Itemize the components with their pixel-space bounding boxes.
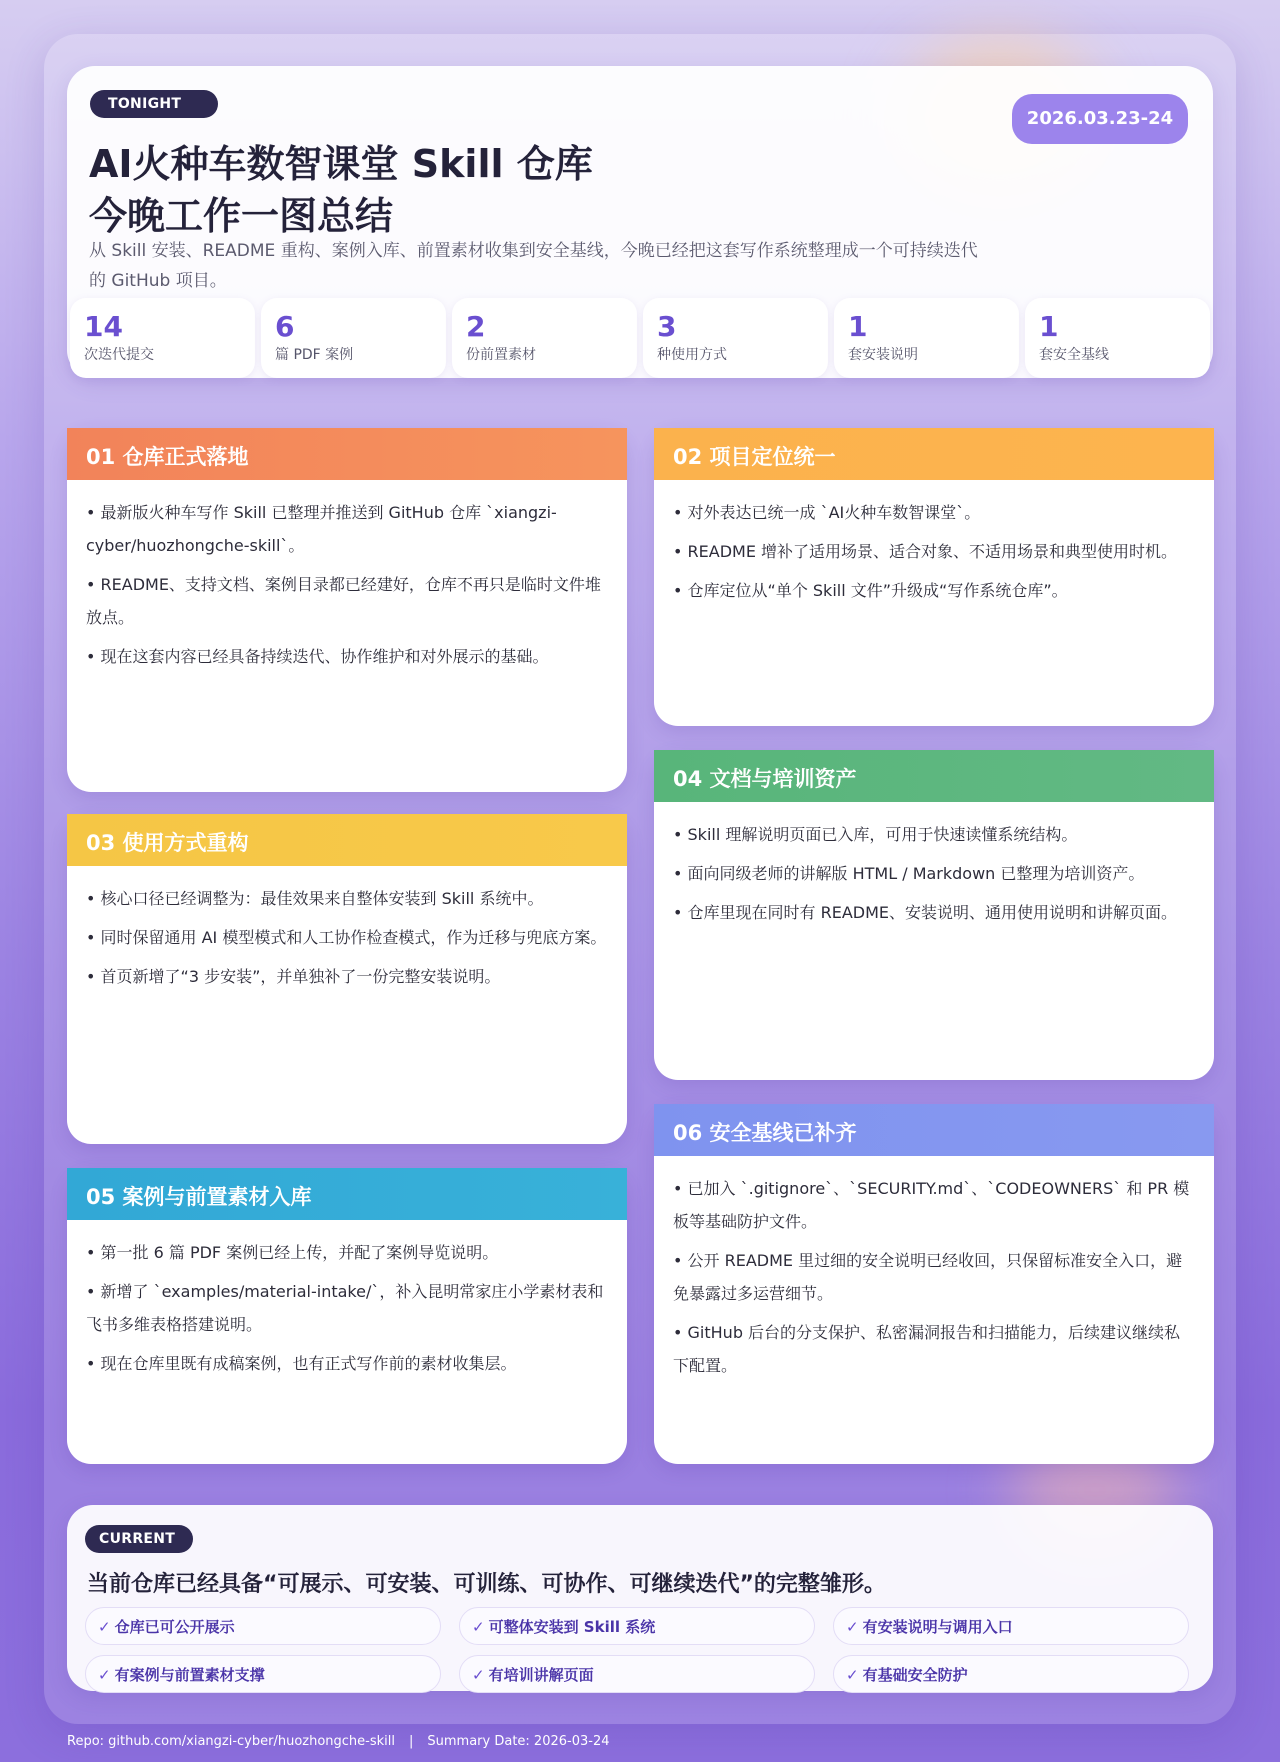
- footer: [67, 1734, 609, 1749]
- stats-row: [67, 298, 1213, 378]
- section-bullet: • GitHub 后台的分支保护、私密漏洞报告和扫描能力，后续建议继续私下配置。: [673, 1323, 1181, 1375]
- current-tag: CURRENT: [85, 1525, 193, 1553]
- capability-label: 有案例与前置素材支撑: [114, 1666, 265, 1684]
- check-icon: ✓: [846, 1618, 859, 1636]
- footer-date: Summary Date: 2026-03-24: [427, 1734, 610, 1749]
- section-bullet: • 核心口径已经调整为：最佳效果来自整体安装到 Skill 系统中。: [86, 889, 544, 908]
- stat-label: 套安装说明: [848, 347, 918, 363]
- title-line-1: AI火种车数智课堂 Skill 仓库: [89, 142, 593, 186]
- section-card-security: [654, 1104, 1214, 1464]
- capability-label: 有安装说明与调用入口: [862, 1618, 1013, 1636]
- check-icon: ✓: [98, 1666, 111, 1684]
- section-bullet: • 现在这套内容已经具备持续迭代、协作维护和对外展示的基础。: [86, 647, 549, 666]
- section-title: 06 安全基线已补齐: [654, 1104, 1214, 1156]
- section-title: 02 项目定位统一: [654, 428, 1214, 480]
- section-bullet: • 面向同级老师的讲解版 HTML / Markdown 已整理为培训资产。: [673, 864, 1145, 883]
- section-bullet: • 现在仓库里既有成稿案例，也有正式写作前的素材收集层。: [86, 1354, 517, 1373]
- section-card-repo-landing: [67, 428, 627, 792]
- stat-card: [452, 298, 637, 378]
- stat-card: [70, 298, 255, 378]
- check-icon: ✓: [846, 1666, 859, 1684]
- check-icon: ✓: [98, 1618, 111, 1636]
- section-card-docs-training: [654, 750, 1214, 1080]
- capability-chip: [85, 1607, 441, 1645]
- section-title: 03 使用方式重构: [67, 814, 627, 866]
- section-title: 01 仓库正式落地: [67, 428, 627, 480]
- section-card-positioning: [654, 428, 1214, 726]
- section-bullet: • 对外表达已统一成 `AI火种车数智课堂`。: [673, 503, 981, 522]
- title-line-2: 今晚工作一图总结: [89, 194, 394, 238]
- section-bullet: • 最新版火种车写作 Skill 已整理并推送到 GitHub 仓库 `xiangzi-cyber/huozhongche-skill`。: [86, 503, 557, 555]
- stat-card: [1025, 298, 1210, 378]
- section-bullet: • README 增补了适用场景、适合对象、不适用场景和典型使用时机。: [673, 542, 1178, 561]
- section-bullet: • 第一批 6 篇 PDF 案例已经上传，并配了案例导览说明。: [86, 1243, 499, 1262]
- page-title: [89, 138, 849, 242]
- stat-value: 1: [1039, 310, 1059, 343]
- section-title: 05 案例与前置素材入库: [67, 1168, 627, 1220]
- section-card-examples: [67, 1168, 627, 1464]
- section-bullet: • 同时保留通用 AI 模型模式和人工协作检查模式，作为迁移与兜底方案。: [86, 928, 607, 947]
- stat-label: 篇 PDF 案例: [275, 347, 354, 363]
- capability-label: 仓库已可公开展示: [114, 1618, 235, 1636]
- section-bullet: • Skill 理解说明页面已入库，可用于快速读懂系统结构。: [673, 825, 1078, 844]
- stat-label: 种使用方式: [657, 347, 727, 363]
- capability-chip: [833, 1655, 1189, 1693]
- current-title: 当前仓库已经具备“可展示、可安装、可训练、可协作、可继续迭代”的完整雏形。: [87, 1572, 886, 1597]
- stat-value: 1: [848, 310, 868, 343]
- section-bullet: • 已加入 `.gitignore`、`SECURITY.md`、`CODEOWNERS` 和 PR 模板等基础防护文件。: [673, 1179, 1190, 1231]
- stat-label: 份前置素材: [466, 347, 536, 363]
- capability-checklist: [85, 1607, 1199, 1693]
- page-subtitle: 从 Skill 安装、README 重构、案例入库、前置素材收集到安全基线，今晚已经把这套写作系统整理成一个可持续迭代的 GitHub 项目。: [89, 241, 978, 291]
- section-card-usage: [67, 814, 627, 1144]
- footer-repo: Repo: github.com/xiangzi-cyber/huozhongche-skill: [67, 1734, 395, 1749]
- stat-value: 6: [275, 310, 295, 343]
- current-status-card: [67, 1505, 1213, 1691]
- date-badge: 2026.03.23-24: [1012, 94, 1188, 144]
- footer-separator: |: [409, 1734, 414, 1749]
- stat-value: 3: [657, 310, 677, 343]
- check-icon: ✓: [472, 1666, 485, 1684]
- capability-label: 有培训讲解页面: [488, 1666, 594, 1684]
- section-bullet: • 新增了 `examples/material-intake/`，补入昆明常家庄小学素材表和飞书多维表格搭建说明。: [86, 1282, 604, 1334]
- section-bullet: • README、支持文档、案例目录都已经建好，仓库不再只是临时文件堆放点。: [86, 575, 601, 627]
- stat-card: [834, 298, 1019, 378]
- stat-value: 14: [84, 310, 123, 343]
- capability-chip: [833, 1607, 1189, 1645]
- capability-chip: [85, 1655, 441, 1693]
- tonight-tag: TONIGHT: [90, 90, 218, 118]
- capability-label: 可整体安装到 Skill 系统: [488, 1618, 656, 1636]
- capability-label: 有基础安全防护: [862, 1666, 968, 1684]
- stat-label: 套安全基线: [1039, 347, 1109, 363]
- stat-card: [643, 298, 828, 378]
- check-icon: ✓: [472, 1618, 485, 1636]
- capability-chip: [459, 1655, 815, 1693]
- summary-header-card: [67, 66, 1213, 378]
- capability-chip: [459, 1607, 815, 1645]
- stat-label: 次迭代提交: [84, 347, 154, 363]
- stat-value: 2: [466, 310, 486, 343]
- section-bullet: • 仓库定位从“单个 Skill 文件”升级成“写作系统仓库”。: [673, 581, 1068, 600]
- section-title: 04 文档与培训资产: [654, 750, 1214, 802]
- section-bullet: • 首页新增了“3 步安装”，并单独补了一份完整安装说明。: [86, 967, 501, 986]
- section-bullet: • 公开 README 里过细的安全说明已经收回，只保留标准安全入口，避免暴露过多运营细节。: [673, 1251, 1183, 1303]
- stat-card: [261, 298, 446, 378]
- section-bullet: • 仓库里现在同时有 README、安装说明、通用使用说明和讲解页面。: [673, 903, 1178, 922]
